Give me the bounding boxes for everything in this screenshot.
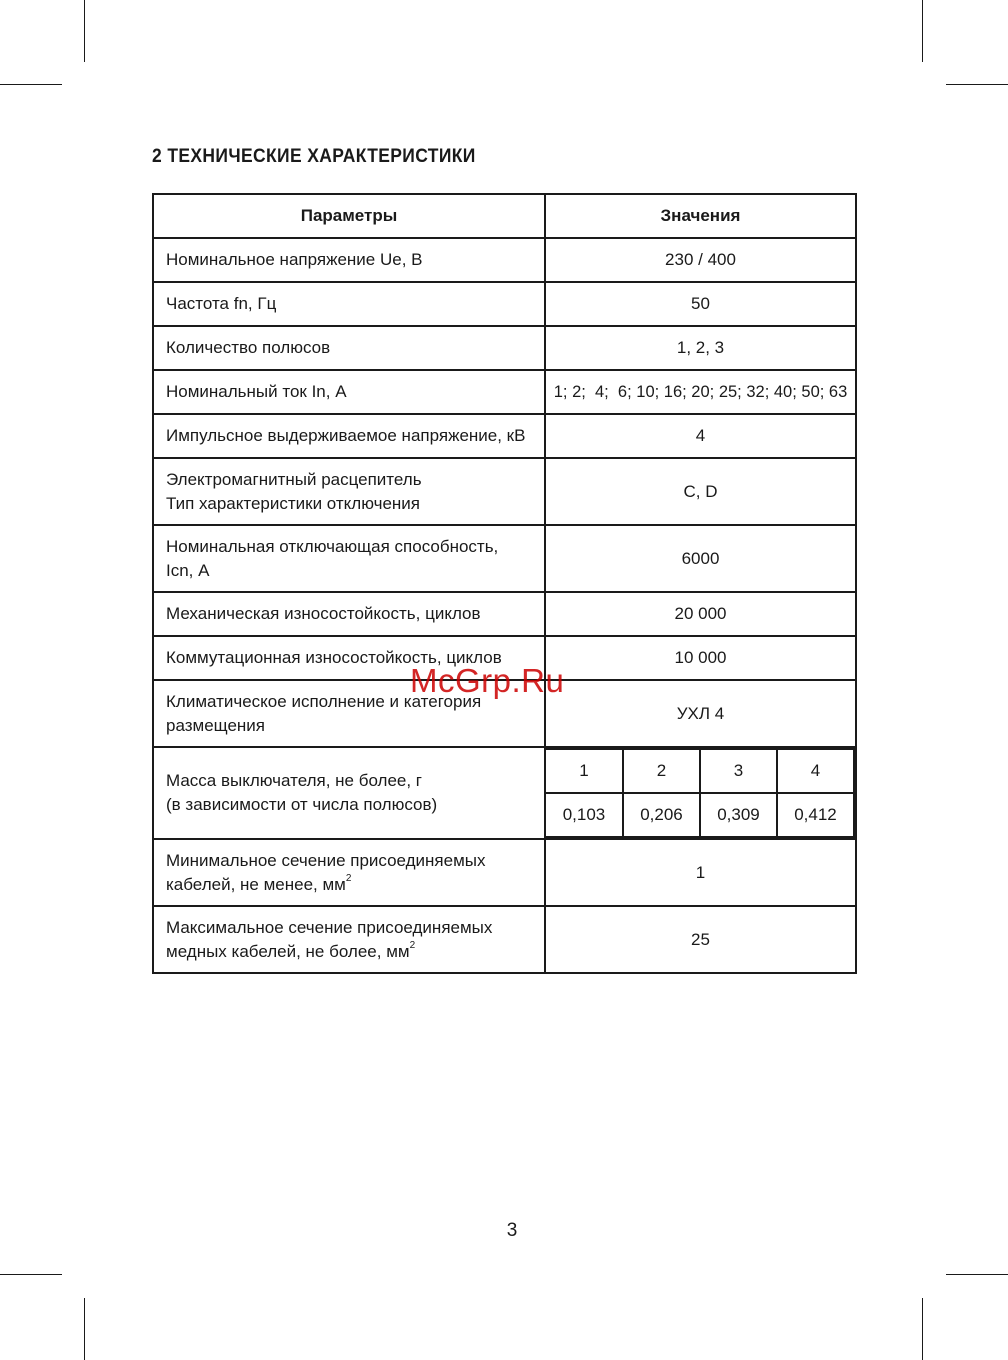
weight-value: 0,309 [700,793,777,837]
header-values: Значения [545,194,856,238]
value-cell: 10 000 [545,636,856,680]
param-cell [153,525,545,592]
table-header-row [153,194,856,238]
param-cell: Номинальное напряжение Ue, В [153,238,545,282]
param-cell: Номинальный ток In, А [153,370,545,414]
crop-mark [0,1274,62,1275]
table-row [153,592,856,636]
param-line: Номинальная отключающая способность, [166,536,499,556]
param-cell [153,839,545,906]
table-row [153,458,856,525]
crop-mark [0,84,62,85]
param-line [166,940,544,964]
param-line: (в зависимости от числа полюсов) [166,795,438,814]
param-cell: Механическая износостойкость, циклов [153,592,545,636]
param-line: размещения [166,715,265,735]
page-number: 3 [506,1220,518,1241]
param-line: Минимальное сечение присоединяемых [166,850,486,870]
weight-value: 0,412 [777,793,854,837]
value-cell: 20 000 [545,592,856,636]
param-cell: Коммутационная износостойкость, циклов [153,636,545,680]
table-row [153,326,856,370]
param-line: Тип характеристики отключения [166,493,420,513]
value-cell: 25 [545,906,856,973]
param-cell [153,458,545,525]
value-cell: 230 / 400 [545,238,856,282]
table-row [153,238,856,282]
header-params: Параметры [153,194,545,238]
section-title: 2 ТЕХНИЧЕСКИЕ ХАРАКТЕРИСТИКИ [152,146,476,167]
table-row [153,839,856,906]
param-line: Электромагнитный расцепитель [166,469,422,489]
superscript: 2 [409,939,416,951]
param-line: Масса выключателя, не более, г [166,771,423,790]
pole-count: 1 [546,749,623,793]
watermark: McGrp.Ru [410,662,565,699]
table-row [153,282,856,326]
param-line: Icn, А [166,560,210,580]
table-row-mass [153,747,856,839]
value-cell: 1 [545,839,856,906]
value-cell: 6000 [545,525,856,592]
superscript: 2 [345,872,352,884]
weight-value: 0,206 [623,793,700,837]
param-line: Максимальное сечение присоединяемых [166,917,493,937]
weights-row [546,793,854,837]
poles-row [546,749,854,793]
param-cell [153,747,545,839]
value-cell: УХЛ 4 [545,680,856,747]
table-row [153,370,856,414]
crop-mark [922,0,923,62]
value-cell: 4 [545,414,856,458]
table-row [153,414,856,458]
table-row [153,525,856,592]
pole-count: 3 [700,749,777,793]
param-cell: Количество полюсов [153,326,545,370]
table-row [153,906,856,973]
specs-table [152,193,857,974]
pole-count: 4 [777,749,854,793]
crop-mark [946,1274,1008,1275]
mass-subtable [546,748,855,838]
value-cell: C, D [545,458,856,525]
param-cell: Частота fn, Гц [153,282,545,326]
param-text: кабелей, не менее, мм [166,874,346,894]
param-text: медных кабелей, не более, мм [166,941,410,961]
weight-value: 0,103 [546,793,623,837]
crop-mark [946,84,1008,85]
crop-mark [922,1298,923,1360]
value-cell: 50 [545,282,856,326]
value-cell: 1, 2, 3 [545,326,856,370]
crop-mark [84,0,85,62]
crop-mark [84,1298,85,1360]
param-cell: Импульсное выдерживаемое напряжение, кВ [153,414,545,458]
value-cell: 1; 2; 4; 6; 10; 16; 20; 25; 32; 40; 50; 63 [545,370,856,414]
pole-count: 2 [623,749,700,793]
mass-subtable-cell [545,747,856,839]
param-line: Климатическое исполнение и категория [166,691,482,711]
param-line [166,873,544,897]
param-cell [153,906,545,973]
